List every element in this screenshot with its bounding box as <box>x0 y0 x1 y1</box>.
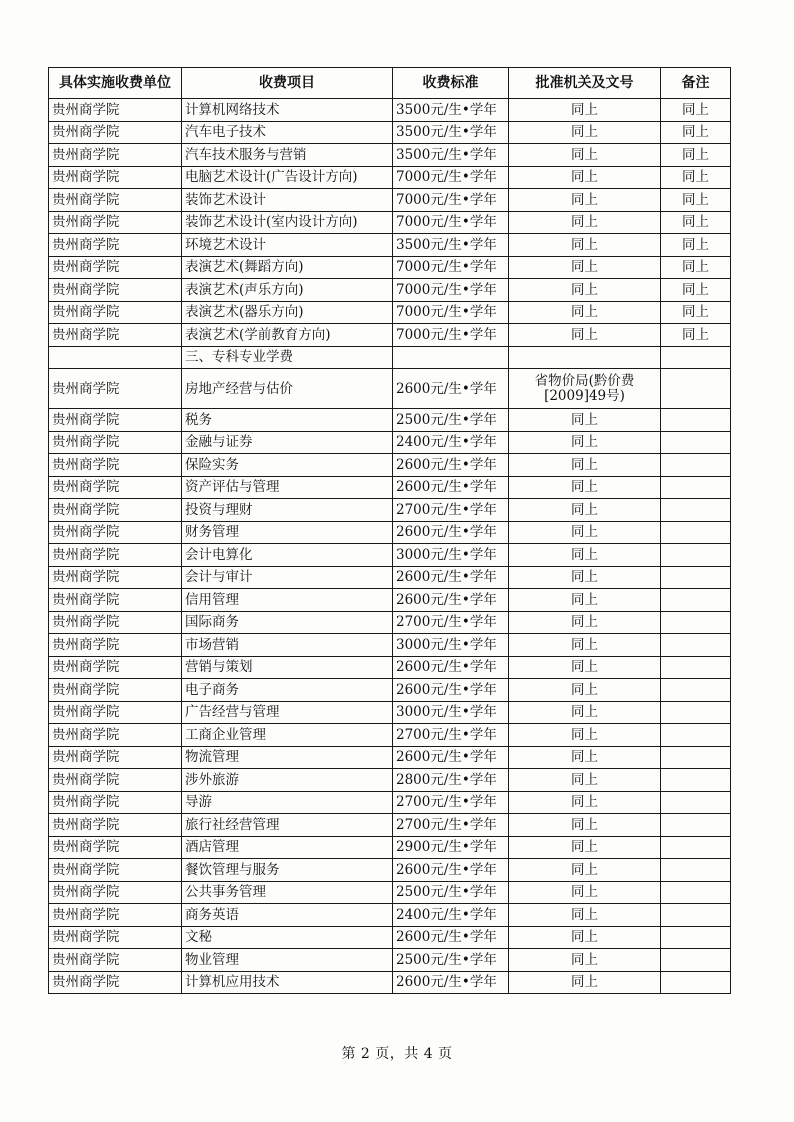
cell-item: 表演艺术(学前教育方向) <box>182 324 393 347</box>
cell-item: 财务管理 <box>182 521 393 544</box>
section-heading-empty-standard <box>393 346 509 369</box>
cell-item: 物业管理 <box>182 949 393 972</box>
cell-unit: 贵州商学院 <box>49 904 182 927</box>
cell-remark <box>661 589 731 612</box>
cell-item: 国际商务 <box>182 611 393 634</box>
header-remark: 备注 <box>661 68 731 99</box>
cell-unit: 贵州商学院 <box>49 544 182 567</box>
cell-unit: 贵州商学院 <box>49 791 182 814</box>
table-row <box>49 611 731 634</box>
cell-standard: 7000元/生•学年 <box>393 256 509 279</box>
cell-item: 税务 <box>182 409 393 432</box>
table-row <box>49 701 731 724</box>
cell-approval: 同上 <box>509 949 661 972</box>
fee-table <box>48 67 731 994</box>
cell-standard: 2600元/生•学年 <box>393 679 509 702</box>
cell-approval: 同上 <box>509 589 661 612</box>
cell-unit: 贵州商学院 <box>49 499 182 522</box>
cell-remark: 同上 <box>661 189 731 212</box>
cell-approval: 省物价局(黔价费[2009]49号) <box>509 369 661 409</box>
table-row <box>49 544 731 567</box>
cell-unit: 贵州商学院 <box>49 566 182 589</box>
table-row <box>49 881 731 904</box>
cell-item: 表演艺术(舞蹈方向) <box>182 256 393 279</box>
cell-approval: 同上 <box>509 926 661 949</box>
cell-standard: 2600元/生•学年 <box>393 859 509 882</box>
cell-standard: 2700元/生•学年 <box>393 611 509 634</box>
cell-remark <box>661 814 731 837</box>
table-row <box>49 521 731 544</box>
cell-item: 营销与策划 <box>182 656 393 679</box>
cell-unit: 贵州商学院 <box>49 256 182 279</box>
cell-approval: 同上 <box>509 566 661 589</box>
cell-item: 电脑艺术设计(广告设计方向) <box>182 166 393 189</box>
cell-item: 商务英语 <box>182 904 393 927</box>
table-row <box>49 656 731 679</box>
cell-approval: 同上 <box>509 701 661 724</box>
cell-unit: 贵州商学院 <box>49 926 182 949</box>
cell-approval: 同上 <box>509 904 661 927</box>
cell-item: 表演艺术(器乐方向) <box>182 301 393 324</box>
table-row <box>49 211 731 234</box>
section-heading: 三、专科专业学费 <box>182 346 393 369</box>
cell-unit: 贵州商学院 <box>49 971 182 994</box>
cell-unit: 贵州商学院 <box>49 476 182 499</box>
art-program-rows <box>49 99 731 347</box>
cell-item: 表演艺术(声乐方向) <box>182 279 393 302</box>
table-row <box>49 499 731 522</box>
table-row <box>49 679 731 702</box>
table-row <box>49 566 731 589</box>
cell-remark: 同上 <box>661 301 731 324</box>
cell-item: 会计电算化 <box>182 544 393 567</box>
table-row <box>49 476 731 499</box>
cell-remark <box>661 926 731 949</box>
cell-standard: 2700元/生•学年 <box>393 791 509 814</box>
table-row <box>49 454 731 477</box>
table-row <box>49 926 731 949</box>
cell-remark <box>661 431 731 454</box>
cell-remark: 同上 <box>661 144 731 167</box>
cell-approval: 同上 <box>509 544 661 567</box>
cell-approval: 同上 <box>509 634 661 657</box>
cell-unit: 贵州商学院 <box>49 701 182 724</box>
cell-item: 会计与审计 <box>182 566 393 589</box>
cell-approval: 同上 <box>509 409 661 432</box>
table-row <box>49 166 731 189</box>
cell-unit: 贵州商学院 <box>49 324 182 347</box>
cell-remark <box>661 521 731 544</box>
cell-unit: 贵州商学院 <box>49 746 182 769</box>
table-row <box>49 189 731 212</box>
cell-remark: 同上 <box>661 234 731 257</box>
cell-standard: 2400元/生•学年 <box>393 431 509 454</box>
table-row <box>49 301 731 324</box>
cell-approval: 同上 <box>509 724 661 747</box>
cell-approval: 同上 <box>509 234 661 257</box>
cell-remark <box>661 409 731 432</box>
cell-unit: 贵州商学院 <box>49 656 182 679</box>
cell-remark <box>661 454 731 477</box>
cell-approval: 同上 <box>509 746 661 769</box>
cell-unit: 贵州商学院 <box>49 144 182 167</box>
cell-unit: 贵州商学院 <box>49 611 182 634</box>
cell-remark <box>661 881 731 904</box>
cell-item: 装饰艺术设计 <box>182 189 393 212</box>
cell-item: 导游 <box>182 791 393 814</box>
cell-unit: 贵州商学院 <box>49 301 182 324</box>
header-item: 收费项目 <box>182 68 393 99</box>
cell-item: 信用管理 <box>182 589 393 612</box>
table-row <box>49 121 731 144</box>
cell-standard: 3500元/生•学年 <box>393 234 509 257</box>
cell-approval: 同上 <box>509 679 661 702</box>
table-row <box>49 431 731 454</box>
table-row <box>49 256 731 279</box>
section-heading-empty-approval <box>509 346 661 369</box>
cell-remark <box>661 904 731 927</box>
cell-standard: 2600元/生•学年 <box>393 566 509 589</box>
cell-remark <box>661 476 731 499</box>
cell-standard: 7000元/生•学年 <box>393 189 509 212</box>
cell-standard: 3000元/生•学年 <box>393 701 509 724</box>
cell-unit: 贵州商学院 <box>49 521 182 544</box>
cell-remark: 同上 <box>661 166 731 189</box>
cell-item: 餐饮管理与服务 <box>182 859 393 882</box>
cell-standard: 7000元/生•学年 <box>393 166 509 189</box>
table-row <box>49 409 731 432</box>
table-row <box>49 769 731 792</box>
cell-unit: 贵州商学院 <box>49 589 182 612</box>
cell-unit: 贵州商学院 <box>49 634 182 657</box>
cell-approval: 同上 <box>509 279 661 302</box>
cell-item: 汽车技术服务与营销 <box>182 144 393 167</box>
cell-item: 投资与理财 <box>182 499 393 522</box>
cell-unit: 贵州商学院 <box>49 189 182 212</box>
cell-item: 计算机应用技术 <box>182 971 393 994</box>
table-row <box>49 369 731 409</box>
section-heading-row <box>49 346 731 369</box>
cell-item: 保险实务 <box>182 454 393 477</box>
cell-item: 涉外旅游 <box>182 769 393 792</box>
cell-remark <box>661 634 731 657</box>
cell-approval: 同上 <box>509 521 661 544</box>
cell-item: 房地产经营与估价 <box>182 369 393 409</box>
cell-remark <box>661 656 731 679</box>
cell-approval: 同上 <box>509 166 661 189</box>
cell-remark: 同上 <box>661 256 731 279</box>
cell-unit: 贵州商学院 <box>49 859 182 882</box>
cell-standard: 3000元/生•学年 <box>393 544 509 567</box>
cell-standard: 3000元/生•学年 <box>393 634 509 657</box>
table-row <box>49 904 731 927</box>
cell-item: 市场营销 <box>182 634 393 657</box>
cell-item: 汽车电子技术 <box>182 121 393 144</box>
cell-standard: 2900元/生•学年 <box>393 836 509 859</box>
cell-standard: 2600元/生•学年 <box>393 369 509 409</box>
cell-unit: 贵州商学院 <box>49 454 182 477</box>
cell-standard: 2700元/生•学年 <box>393 499 509 522</box>
table-row <box>49 99 731 122</box>
cell-standard: 2600元/生•学年 <box>393 971 509 994</box>
cell-remark <box>661 859 731 882</box>
cell-remark <box>661 949 731 972</box>
table-header-row <box>49 68 731 99</box>
cell-unit: 贵州商学院 <box>49 99 182 122</box>
cell-standard: 2600元/生•学年 <box>393 656 509 679</box>
cell-unit: 贵州商学院 <box>49 724 182 747</box>
section-heading-empty-remark <box>661 346 731 369</box>
section-heading-empty-unit <box>49 346 182 369</box>
cell-remark: 同上 <box>661 121 731 144</box>
table-row <box>49 949 731 972</box>
cell-standard: 2600元/生•学年 <box>393 476 509 499</box>
cell-approval: 同上 <box>509 814 661 837</box>
cell-approval: 同上 <box>509 836 661 859</box>
cell-standard: 2600元/生•学年 <box>393 454 509 477</box>
cell-remark <box>661 746 731 769</box>
cell-unit: 贵州商学院 <box>49 234 182 257</box>
cell-remark <box>661 836 731 859</box>
cell-remark <box>661 611 731 634</box>
table-row <box>49 836 731 859</box>
table-row <box>49 724 731 747</box>
cell-unit: 贵州商学院 <box>49 431 182 454</box>
header-unit: 具体实施收费单位 <box>49 68 182 99</box>
cell-approval: 同上 <box>509 301 661 324</box>
table-row <box>49 634 731 657</box>
table-row <box>49 279 731 302</box>
cell-unit: 贵州商学院 <box>49 836 182 859</box>
cell-approval: 同上 <box>509 499 661 522</box>
cell-approval: 同上 <box>509 324 661 347</box>
specialty-program-rows <box>49 409 731 994</box>
cell-item: 装饰艺术设计(室内设计方向) <box>182 211 393 234</box>
cell-unit: 贵州商学院 <box>49 769 182 792</box>
cell-standard: 7000元/生•学年 <box>393 279 509 302</box>
cell-unit: 贵州商学院 <box>49 814 182 837</box>
cell-standard: 2600元/生•学年 <box>393 521 509 544</box>
cell-unit: 贵州商学院 <box>49 369 182 409</box>
cell-remark <box>661 544 731 567</box>
cell-remark: 同上 <box>661 279 731 302</box>
cell-item: 环境艺术设计 <box>182 234 393 257</box>
table-row <box>49 234 731 257</box>
cell-remark <box>661 769 731 792</box>
cell-standard: 2500元/生•学年 <box>393 409 509 432</box>
cell-standard: 2700元/生•学年 <box>393 814 509 837</box>
cell-approval: 同上 <box>509 144 661 167</box>
cell-remark <box>661 499 731 522</box>
cell-remark: 同上 <box>661 324 731 347</box>
cell-remark: 同上 <box>661 99 731 122</box>
cell-remark <box>661 971 731 994</box>
table-row <box>49 144 731 167</box>
cell-item: 公共事务管理 <box>182 881 393 904</box>
table-row <box>49 589 731 612</box>
cell-approval: 同上 <box>509 656 661 679</box>
cell-approval: 同上 <box>509 121 661 144</box>
cell-approval: 同上 <box>509 454 661 477</box>
cell-approval: 同上 <box>509 971 661 994</box>
cell-remark <box>661 369 731 409</box>
cell-standard: 3500元/生•学年 <box>393 121 509 144</box>
cell-item: 物流管理 <box>182 746 393 769</box>
table-row <box>49 746 731 769</box>
header-approval: 批准机关及文号 <box>509 68 661 99</box>
cell-standard: 2700元/生•学年 <box>393 724 509 747</box>
cell-remark: 同上 <box>661 211 731 234</box>
cell-remark <box>661 724 731 747</box>
cell-standard: 2400元/生•学年 <box>393 904 509 927</box>
cell-unit: 贵州商学院 <box>49 121 182 144</box>
cell-remark <box>661 791 731 814</box>
section-heading-body <box>49 346 731 409</box>
cell-standard: 2500元/生•学年 <box>393 881 509 904</box>
cell-approval: 同上 <box>509 189 661 212</box>
cell-remark <box>661 566 731 589</box>
cell-standard: 3500元/生•学年 <box>393 99 509 122</box>
cell-unit: 贵州商学院 <box>49 949 182 972</box>
cell-approval: 同上 <box>509 769 661 792</box>
cell-approval: 同上 <box>509 881 661 904</box>
cell-item: 工商企业管理 <box>182 724 393 747</box>
cell-item: 酒店管理 <box>182 836 393 859</box>
cell-unit: 贵州商学院 <box>49 211 182 234</box>
cell-approval: 同上 <box>509 476 661 499</box>
cell-unit: 贵州商学院 <box>49 881 182 904</box>
cell-remark <box>661 701 731 724</box>
cell-standard: 2500元/生•学年 <box>393 949 509 972</box>
cell-standard: 7000元/生•学年 <box>393 324 509 347</box>
cell-approval: 同上 <box>509 256 661 279</box>
cell-approval: 同上 <box>509 431 661 454</box>
cell-item: 旅行社经营管理 <box>182 814 393 837</box>
cell-unit: 贵州商学院 <box>49 279 182 302</box>
cell-standard: 7000元/生•学年 <box>393 301 509 324</box>
cell-standard: 2600元/生•学年 <box>393 926 509 949</box>
header-standard: 收费标准 <box>393 68 509 99</box>
cell-unit: 贵州商学院 <box>49 409 182 432</box>
page-indicator: 第 2 页，共 4 页 <box>341 1046 453 1062</box>
cell-approval: 同上 <box>509 99 661 122</box>
cell-item: 文秘 <box>182 926 393 949</box>
cell-item: 金融与证券 <box>182 431 393 454</box>
table-row <box>49 814 731 837</box>
cell-item: 电子商务 <box>182 679 393 702</box>
table-row <box>49 859 731 882</box>
cell-item: 资产评估与管理 <box>182 476 393 499</box>
cell-remark <box>661 679 731 702</box>
cell-approval: 同上 <box>509 611 661 634</box>
cell-item: 广告经营与管理 <box>182 701 393 724</box>
cell-approval: 同上 <box>509 791 661 814</box>
cell-approval: 同上 <box>509 211 661 234</box>
cell-approval: 同上 <box>509 859 661 882</box>
cell-unit: 贵州商学院 <box>49 166 182 189</box>
cell-standard: 2600元/生•学年 <box>393 746 509 769</box>
table-row <box>49 791 731 814</box>
table-row <box>49 971 731 994</box>
cell-standard: 3500元/生•学年 <box>393 144 509 167</box>
cell-standard: 2800元/生•学年 <box>393 769 509 792</box>
cell-unit: 贵州商学院 <box>49 679 182 702</box>
table-row <box>49 324 731 347</box>
cell-item: 计算机网络技术 <box>182 99 393 122</box>
cell-standard: 7000元/生•学年 <box>393 211 509 234</box>
cell-standard: 2600元/生•学年 <box>393 589 509 612</box>
